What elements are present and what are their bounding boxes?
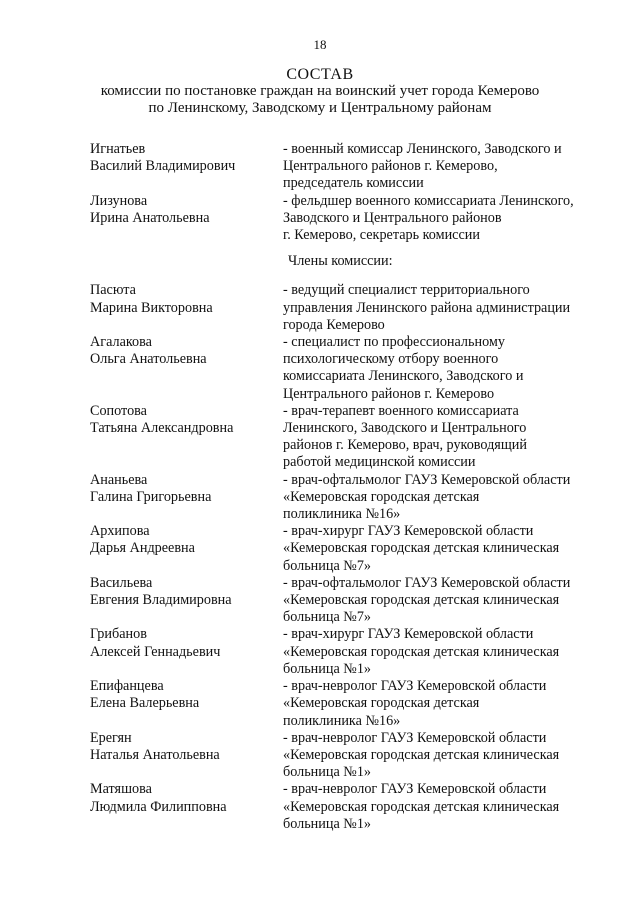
commission-entry: [90, 282, 610, 334]
person-role: [283, 730, 610, 782]
person-given-names: Ольга Анатольевна: [90, 351, 207, 368]
role-line: комиссариата Ленинского, Заводского и: [283, 368, 524, 385]
person-role: [283, 282, 610, 334]
members-list: [90, 282, 610, 833]
role-line: «Кемеровская городская детская клиническая: [283, 540, 560, 557]
person-given-names: Ирина Анатольевна: [90, 209, 210, 226]
person-name: [90, 141, 283, 193]
role-line: больница №1»: [283, 764, 372, 781]
role-line: «Кемеровская городская детская клиническая: [283, 643, 560, 660]
members-label: Члены комиссии:: [288, 253, 393, 270]
person-surname: Сопотова: [90, 402, 147, 419]
person-role: [283, 403, 610, 472]
person-role: [283, 193, 610, 245]
commission-entry: [90, 523, 610, 575]
role-line: больница №7»: [283, 609, 372, 626]
person-surname: Матяшова: [90, 781, 152, 798]
person-surname: Епифанцева: [90, 678, 164, 695]
role-line: районов г. Кемерово, врач, руководящий: [283, 437, 527, 454]
role-line: больница №1»: [283, 815, 372, 832]
person-given-names: Марина Викторовна: [90, 299, 213, 316]
role-line: - врач-хирург ГАУЗ Кемеровской области: [283, 523, 534, 540]
role-line: г. Кемерово, секретарь комиссии: [283, 227, 480, 244]
role-line: города Кемерово: [283, 316, 385, 333]
person-name: [90, 626, 283, 678]
commission-list: [90, 141, 610, 833]
person-role: [283, 141, 610, 193]
page-number: 18: [313, 37, 327, 52]
role-line: управления Ленинского района администрации: [283, 299, 571, 316]
role-line: Ленинского, Заводского и Центрального: [283, 420, 527, 437]
person-name: [90, 730, 283, 782]
role-line: Центрального районов г. Кемерово,: [283, 158, 498, 175]
person-given-names: Дарья Андреевна: [90, 540, 195, 557]
document-title: СОСТАВ: [286, 66, 354, 83]
commission-entry: [90, 403, 610, 472]
leaders-list: [90, 141, 610, 244]
commission-entry: [90, 472, 610, 524]
person-given-names: Василий Владимирович: [90, 158, 236, 175]
role-line: психологическому отбору военного: [283, 351, 499, 368]
person-name: [90, 523, 283, 575]
person-surname: Ерегян: [90, 729, 132, 746]
role-line: «Кемеровская городская детская клиническая: [283, 798, 560, 815]
person-given-names: Людмила Филипповна: [90, 798, 227, 815]
role-line: председатель комиссии: [283, 175, 424, 192]
person-name: [90, 472, 283, 524]
role-line: - ведущий специалист территориального: [283, 282, 530, 299]
person-surname: Агалакова: [90, 334, 152, 351]
document-subtitle-line-1: комиссии по постановке граждан на воинский учет города Кемерово: [100, 83, 540, 99]
role-line: больница №7»: [283, 557, 372, 574]
commission-entry: [90, 141, 610, 193]
person-surname: Игнатьев: [90, 141, 146, 157]
commission-entry: [90, 781, 610, 833]
person-name: [90, 334, 283, 403]
document-subtitle-line-2: по Ленинскому, Заводскому и Центральному районам: [148, 100, 492, 116]
role-line: «Кемеровская городская детская клиническая: [283, 592, 560, 609]
person-surname: Пасюта: [90, 282, 136, 299]
person-given-names: Татьяна Александровна: [90, 420, 234, 437]
person-surname: Васильева: [90, 574, 153, 591]
role-line: «Кемеровская городская детская клиническая: [283, 746, 560, 763]
role-line: «Кемеровская городская детская: [283, 695, 480, 712]
person-role: [283, 781, 610, 833]
role-line: - врач-невролог ГАУЗ Кемеровской области: [283, 781, 547, 798]
person-role: [283, 472, 610, 524]
person-role: [283, 575, 610, 627]
role-line: - врач-невролог ГАУЗ Кемеровской области: [283, 678, 547, 695]
commission-entry: [90, 730, 610, 782]
person-name: [90, 575, 283, 627]
person-name: [90, 282, 283, 334]
role-line: больница №1»: [283, 660, 372, 677]
role-line: - врач-невролог ГАУЗ Кемеровской области: [283, 729, 547, 746]
role-line: «Кемеровская городская детская: [283, 488, 480, 505]
commission-entry: [90, 626, 610, 678]
person-role: [283, 626, 610, 678]
role-line: работой медицинской комиссии: [283, 454, 476, 471]
role-line: - врач-терапевт военного комиссариата: [283, 402, 519, 419]
document-header: [0, 66, 640, 117]
person-role: [283, 334, 610, 403]
commission-entry: [90, 575, 610, 627]
person-name: [90, 193, 283, 245]
person-given-names: Елена Валерьевна: [90, 695, 200, 712]
commission-entry: [90, 334, 610, 403]
person-surname: Архипова: [90, 523, 150, 540]
person-given-names: Евгения Владимировна: [90, 592, 232, 609]
person-role: [283, 678, 610, 730]
role-line: - специалист по профессиональному: [283, 334, 505, 351]
role-line: поликлиника №16»: [283, 506, 401, 523]
person-surname: Лизунова: [90, 192, 148, 209]
person-surname: Грибанов: [90, 626, 147, 643]
role-line: - врач-офтальмолог ГАУЗ Кемеровской области: [283, 574, 571, 591]
person-given-names: Алексей Геннадьевич: [90, 643, 221, 660]
person-given-names: Наталья Анатольевна: [90, 746, 220, 763]
role-line: поликлиника №16»: [283, 712, 401, 729]
person-name: [90, 781, 283, 833]
role-line: - фельдшер военного комиссариата Ленинского,: [283, 192, 574, 209]
role-line: - военный комиссар Ленинского, Заводского и: [283, 141, 562, 157]
role-line: - врач-хирург ГАУЗ Кемеровской области: [283, 626, 534, 643]
person-surname: Ананьева: [90, 471, 148, 488]
person-name: [90, 678, 283, 730]
role-line: Заводского и Центрального районов: [283, 209, 502, 226]
person-name: [90, 403, 283, 472]
role-line: - врач-офтальмолог ГАУЗ Кемеровской области: [283, 471, 571, 488]
commission-entry: [90, 678, 610, 730]
role-line: Центрального районов г. Кемерово: [283, 385, 495, 402]
person-given-names: Галина Григорьевна: [90, 488, 212, 505]
commission-entry: [90, 193, 610, 245]
person-role: [283, 523, 610, 575]
